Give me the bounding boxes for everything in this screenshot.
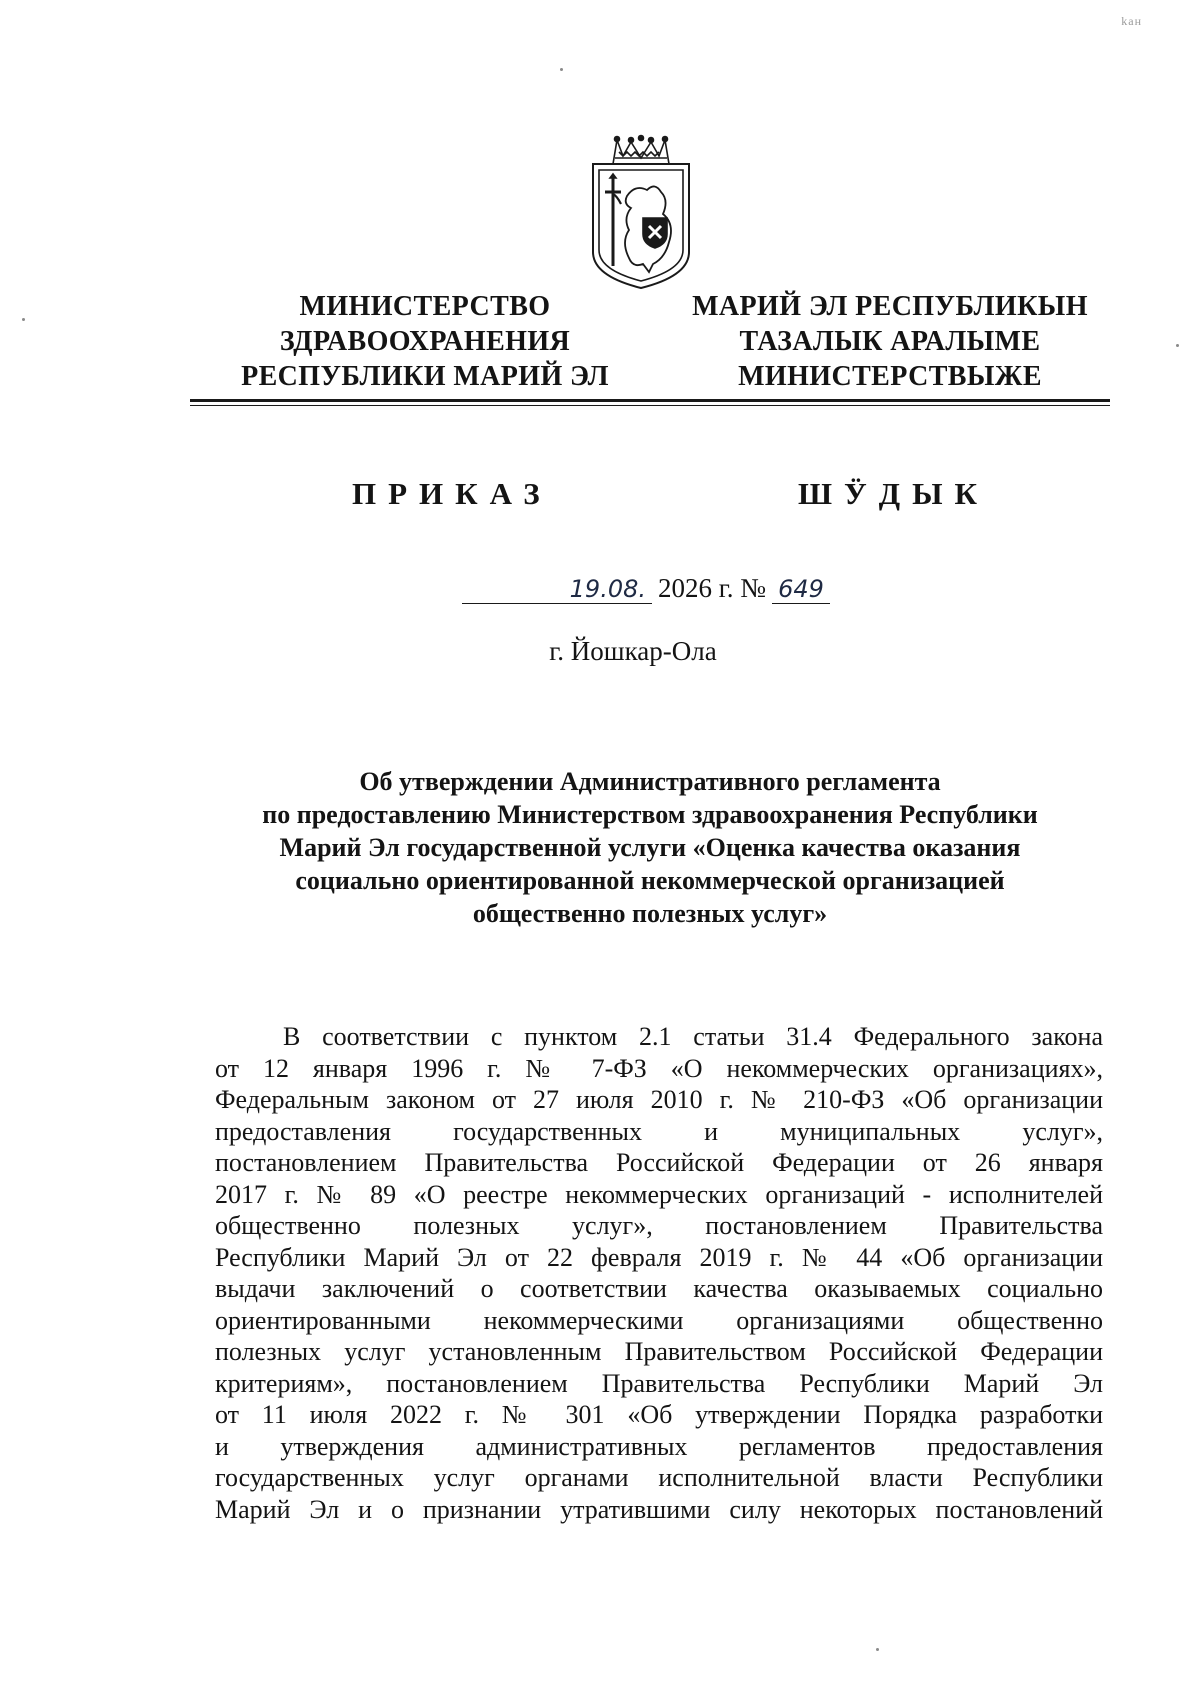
handwritten-number: 649 [772,575,830,604]
document-type-mari: ШӰДЫК [798,476,990,511]
subject-line: общественно полезных услуг» [472,899,828,928]
subject-line: социально ориентированной некоммерческой организацией [295,866,1005,895]
body-line: критериям», постановлением Правительства Республики Марий Эл [215,1368,1103,1398]
body-line: Марий Эл и о признании утратившими силу некоторых постановлений [215,1494,1103,1524]
body-line: государственных услуг органами исполнительной власти Республики [215,1463,1103,1492]
ministry-name-line: МИНИСТЕРСТВО [299,291,551,322]
body-line: выдачи заключений о соответствии качества оказываемых социально [215,1274,1103,1303]
ministry-name-line: РЕСПУБЛИКИ МАРИЙ ЭЛ [241,361,609,392]
body-line: общественно полезных услуг», постановлением Правительства [215,1211,1103,1240]
scan-speck [22,318,25,321]
body-line: В соответствии с пунктом 2.1 статьи 31.4 Федерального закона [283,1022,1103,1051]
ministry-name-line: МАРИЙ ЭЛ РЕСПУБЛИКЫН [692,291,1088,322]
body-line: и утверждения административных регламентов предоставления [215,1431,1103,1461]
city: г. Йошкар-Ола [549,636,717,666]
subject-line: Об утверждении Административного регламента [359,767,941,796]
coat-of-arms-icon [583,134,699,292]
body-line: Республики Марий Эл от 22 февраля 2019 г. № 44 «Об организации [215,1242,1103,1272]
subject-line: Марий Эл государственной услуги «Оценка качества оказания [279,833,1021,862]
ministry-name-russian [230,289,620,394]
scan-speck [560,68,563,71]
ministry-name-line: ТАЗАЛЫК АРАЛЫМЕ [739,326,1041,357]
header-divider-thick [190,399,1110,402]
body-line: предоставления государственных и муниципальных услуг», [215,1116,1103,1146]
body-line: 2017 г. № 89 «О реестре некоммерческих организаций - исполнителей [215,1179,1103,1209]
ministry-name-mari [660,289,1120,394]
scan-speck [1176,344,1179,347]
corner-mark: kaн [1121,14,1142,28]
ministry-name-line: МИНИСТЕРСТВЫЖЕ [738,361,1042,392]
header-divider-thin [190,405,1110,406]
body-line: полезных услуг установленным Правительством Российской Федерации [215,1337,1103,1366]
registration-line [462,573,830,604]
body-line: от 12 января 1996 г. № 7-ФЗ «О некоммерческих организациях», [215,1053,1103,1083]
body-line: ориентированными некоммерческими организациями общественно [215,1305,1103,1335]
ministry-name-line: ЗДРАВООХРАНЕНИЯ [279,326,571,357]
subject-line: по предоставлению Министерством здравоохранения Республики [262,800,1038,829]
order-subject [200,765,1100,930]
order-body [215,1021,1103,1525]
body-line: Федеральным законом от 27 июля 2010 г. № 210-ФЗ «Об организации [215,1085,1103,1114]
registration-year: 2026 г. № [658,573,767,603]
scan-speck [876,1648,879,1651]
body-line: постановлением Правительства Российской Федерации от 26 января [215,1148,1103,1177]
document-type-russian: ПРИКАЗ [352,476,552,511]
handwritten-date: 19.08. [462,575,652,604]
body-line: от 11 июля 2022 г. № 301 «Об утверждении Порядка разработки [215,1400,1103,1429]
